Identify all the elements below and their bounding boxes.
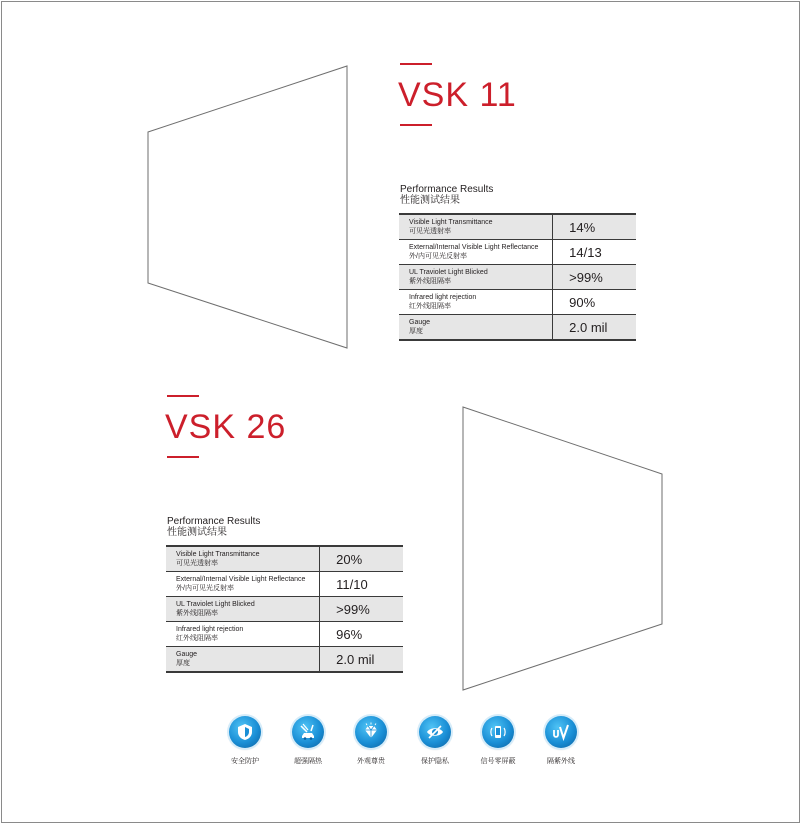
row-label: [166, 647, 320, 673]
label-en: Visible Light Transmittance: [409, 219, 493, 226]
feature-label: 隔紫外线: [547, 758, 575, 765]
table-row: [399, 290, 636, 315]
performance-heading-en: Performance Results: [400, 184, 494, 195]
table-row: [166, 597, 403, 622]
label-cn: 红外线阻隔率: [176, 635, 218, 642]
label-en: Infrared light rejection: [409, 294, 477, 301]
row-value: 2.0 mil: [320, 647, 403, 673]
product-title: VSK 26: [165, 408, 287, 446]
performance-heading: [167, 516, 260, 538]
row-label: [166, 597, 320, 622]
row-value: >99%: [553, 265, 636, 290]
row-label: [166, 572, 320, 597]
row-value: 11/10: [320, 572, 403, 597]
table-row: [166, 546, 403, 572]
label-en: UL Traviolet Light Blicked: [409, 269, 488, 276]
performance-heading-en: Performance Results: [167, 516, 261, 527]
table-row: [166, 572, 403, 597]
title-rule-top: [400, 63, 432, 65]
feature-label: 保护隐私: [421, 758, 449, 765]
row-label: [399, 214, 553, 240]
shield-icon: [229, 716, 261, 748]
table-row: [166, 647, 403, 673]
label-en: Gauge: [176, 651, 198, 658]
performance-heading-cn: 性能测试结果: [400, 195, 460, 206]
feature-label: 安全防护: [231, 758, 259, 765]
row-value: 96%: [320, 622, 403, 647]
label-en: UL Traviolet Light Blicked: [176, 601, 255, 608]
row-value: 2.0 mil: [553, 315, 636, 341]
feature-signal: [468, 716, 528, 766]
table-row: [399, 214, 636, 240]
row-label: [399, 240, 553, 265]
label-cn: 厚度: [409, 328, 423, 335]
performance-table: [166, 545, 403, 673]
label-cn: 外/内可见光反射率: [176, 585, 234, 592]
row-value: >99%: [320, 597, 403, 622]
row-value: 20%: [320, 546, 403, 572]
title-rule-bottom: [167, 456, 199, 458]
feature-appearance: [341, 716, 401, 766]
feature-label: 超强隔热: [294, 758, 322, 765]
feature-uv-block: [531, 716, 591, 766]
feature-label: 信号零屏蔽: [480, 758, 516, 765]
performance-heading-cn: 性能测试结果: [167, 527, 227, 538]
feature-safety: [215, 716, 275, 766]
row-value: 14%: [553, 214, 636, 240]
row-label: [399, 290, 553, 315]
signal-icon: [482, 716, 514, 748]
row-label: [166, 622, 320, 647]
table-row: [399, 315, 636, 341]
label-en: Visible Light Transmittance: [176, 551, 260, 558]
row-label: [166, 546, 320, 572]
label-en: External/Internal Visible Light Reflectance: [409, 244, 539, 251]
car-heat-icon: [292, 716, 324, 748]
title-rule-top: [167, 395, 199, 397]
label-cn: 紫外线阻隔率: [409, 278, 451, 285]
label-cn: 可见光透射率: [409, 228, 451, 235]
row-label: [399, 265, 553, 290]
label-cn: 厚度: [176, 660, 190, 667]
product-title: VSK 11: [398, 76, 517, 114]
feature-label: 外观尊贵: [357, 758, 385, 765]
window-pane-top: [146, 64, 352, 352]
row-value: 90%: [553, 290, 636, 315]
table-row: [399, 240, 636, 265]
diamond-icon: [355, 716, 387, 748]
label-cn: 可见光透射率: [176, 560, 218, 567]
feature-privacy: [405, 716, 465, 766]
performance-heading: [400, 184, 493, 206]
label-en: Gauge: [409, 319, 431, 326]
label-cn: 红外线阻隔率: [409, 303, 451, 310]
label-en: Infrared light rejection: [176, 626, 244, 633]
table-row: [166, 622, 403, 647]
table-row: [399, 265, 636, 290]
label-en: External/Internal Visible Light Reflectance: [176, 576, 306, 583]
window-pane-bottom: [460, 404, 666, 694]
uv-icon: [545, 716, 577, 748]
row-value: 14/13: [553, 240, 636, 265]
label-cn: 外/内可见光反射率: [409, 253, 467, 260]
feature-heat-insulation: [278, 716, 338, 766]
performance-table: [399, 213, 636, 341]
title-rule-bottom: [400, 124, 432, 126]
label-cn: 紫外线阻隔率: [176, 610, 218, 617]
eye-privacy-icon: [419, 716, 451, 748]
row-label: [399, 315, 553, 341]
